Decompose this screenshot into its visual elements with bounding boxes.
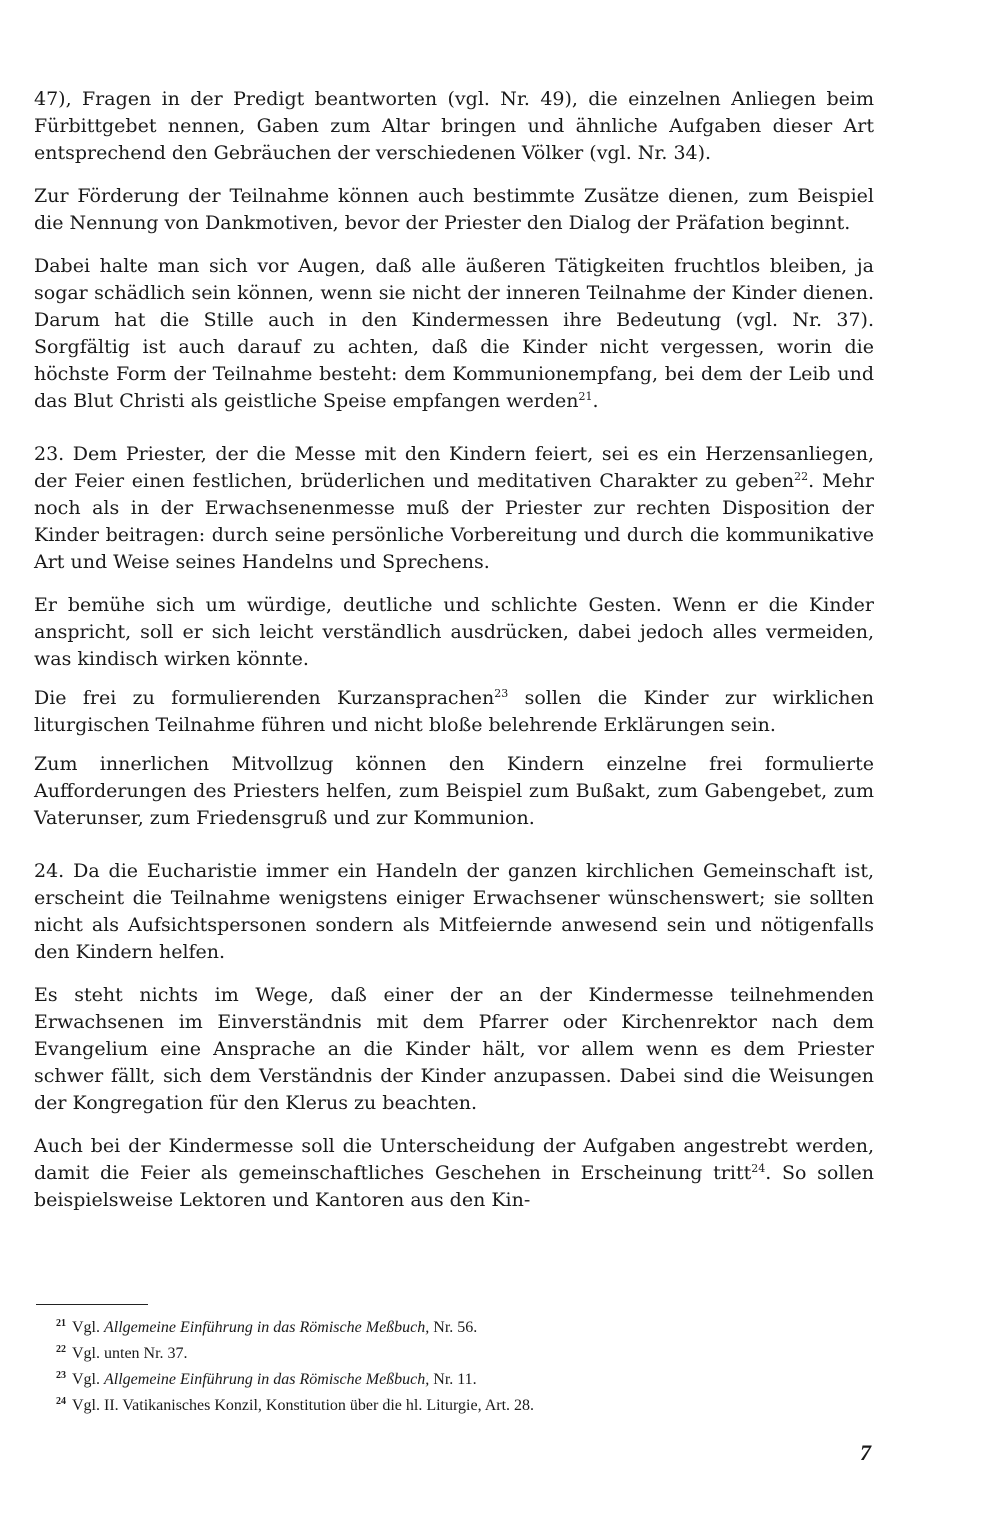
- paragraph-text: Zur Förderung der Teilnahme können auch bestimmte Zusätze dienen, zum Beispiel die Nennung von Dankmotiven, bevor der Priester den Dialog der Präfation beginnt.: [34, 185, 874, 234]
- paragraph-text: 23. Dem Priester, der die Messe mit den Kindern feiert, sei es ein Herzensanliegen, der Feier einen festlichen, brüderlichen und meditativen Charakter zu geben: [34, 443, 874, 492]
- paragraph-text: Dabei halte man sich vor Augen, daß alle äußeren Tätigkeiten fruchtlos bleiben, ja sogar schädlich sein können, wenn sie nicht der inneren Teilnahme der Kinder dienen. Darum hat die Stille auch in den Kindermessen ihre Bedeutung (vgl. Nr. 37). Sorgfältig ist auch darauf zu achten, daß die Kinder nicht vergessen, worin die höchste Form der Teilnahme besteht: dem Kommunionempfang, bei dem der Leib und das Blut Christi als geistliche Speise empfangen werden: [34, 255, 874, 412]
- footnote-text: Vgl.: [72, 1319, 104, 1336]
- footnote-ref-23[interactable]: 23: [494, 687, 509, 700]
- paragraph-text: Zum innerlichen Mitvollzug können den Kindern einzelne frei formulierte Aufforderungen des Priesters helfen, zum Beispiel zum Bußakt, zum Gabengebet, zum Vaterunser, zum Friedensgruß und zur Kommunion.: [34, 753, 874, 829]
- paragraph-text: 47), Fragen in der Predigt beantworten (vgl. Nr. 49), die einzelnen Anliegen beim Fürbittgebet nennen, Gaben zum Altar bringen und ähnliche Aufgaben dieser Art entsprechend den Gebräuchen der verschiedenen Völker (vgl. Nr. 34).: [34, 88, 874, 164]
- paragraph-text-after: . Mehr noch als in der Erwachsenenmesse muß der Priester zur rechten Disposition der Kinder beitragen: durch seine persönliche Vorbereitung und durch die kommunikative Art und Weise seines Handelns und Sprechens.: [34, 470, 874, 573]
- footnote-23: [56, 1365, 876, 1391]
- paragraph-10: [34, 1133, 874, 1214]
- footnote-22: [56, 1339, 876, 1365]
- footnote-text: Vgl.: [72, 1371, 104, 1388]
- paragraph-text-after: sollen die Kinder zur wirklichen liturgischen Teilnahme führen und nicht bloße belehrende Erklärungen sein.: [34, 687, 874, 736]
- page-number: 7: [860, 1440, 871, 1465]
- footnote-text: Vgl. unten Nr. 37.: [72, 1345, 188, 1362]
- paragraph-text: 24. Da die Eucharistie immer ein Handeln der ganzen kirchlichen Gemeinschaft ist, erscheint die Teilnahme wenigstens einiger Erwachsener wünschenswert; sie sollten nicht als Aufsichtspersonen sondern als Mitfeiernde anwesend sein und nötigenfalls den Kindern helfen.: [34, 860, 874, 963]
- paragraph-23: [34, 441, 874, 576]
- footnote-title: Allgemeine Einführung in das Römische Meßbuch,: [104, 1371, 430, 1388]
- paragraph-5: [34, 592, 874, 673]
- footnote-24: [56, 1391, 876, 1417]
- body-text: [34, 86, 874, 1230]
- paragraph-24: [34, 858, 874, 966]
- paragraph-text: Es steht nichts im Wege, daß einer der an der Kindermesse teilnehmenden Erwachsenen im Einverständnis mit dem Pfarrer oder Kirchenrektor nach dem Evangelium eine Ansprache an die Kinder hält, vor allem wenn es dem Priester schwer fällt, sich dem Verständnis der Kinder anzupassen. Dabei sind die Weisungen der Kongregation für den Klerus zu beachten.: [34, 984, 874, 1114]
- paragraph-text-after: .: [592, 390, 599, 412]
- footnote-ref-21[interactable]: 21: [578, 390, 593, 403]
- footnote-title: Allgemeine Einführung in das Römische Meßbuch,: [104, 1319, 430, 1336]
- footnote-ref-22[interactable]: 22: [794, 470, 809, 483]
- paragraph-text: Auch bei der Kindermesse soll die Unterscheidung der Aufgaben angestrebt werden, damit die Feier als gemeinschaftliches Geschehen in Erscheinung tritt: [34, 1135, 874, 1184]
- footnote-number: 24: [56, 1396, 66, 1407]
- paragraph-7: [34, 751, 874, 832]
- footnote-text-after: Nr. 11.: [429, 1371, 477, 1388]
- footnote-ref-24[interactable]: 24: [751, 1162, 766, 1175]
- paragraph-3: [34, 253, 874, 415]
- paragraph-text-after: . So sollen beispielsweise Lektoren und Kantoren aus den Kin-: [34, 1162, 874, 1211]
- paragraph-1: [34, 86, 874, 167]
- footnote-text-after: Nr. 56.: [429, 1319, 478, 1336]
- paragraph-text: Er bemühe sich um würdige, deutliche und schlichte Gesten. Wenn er die Kinder anspricht, soll er sich leicht verständlich ausdrücken, dabei jedoch alles vermeiden, was kindisch wirken könnte.: [34, 594, 874, 670]
- footnote-number: 23: [56, 1370, 66, 1381]
- footnotes: [56, 1313, 876, 1417]
- footnote-divider: [36, 1304, 148, 1305]
- footnote-number: 22: [56, 1344, 66, 1355]
- paragraph-text: Die frei zu formulierenden Kurzansprachen: [34, 687, 495, 709]
- footnote-text: Vgl. II. Vatikanisches Konzil, Konstitution über die hl. Liturgie, Art. 28.: [72, 1397, 535, 1414]
- footnote-number: 21: [56, 1318, 66, 1329]
- paragraph-2: [34, 183, 874, 237]
- footnote-21: [56, 1313, 876, 1339]
- paragraph-6: [34, 685, 874, 739]
- paragraph-9: [34, 982, 874, 1117]
